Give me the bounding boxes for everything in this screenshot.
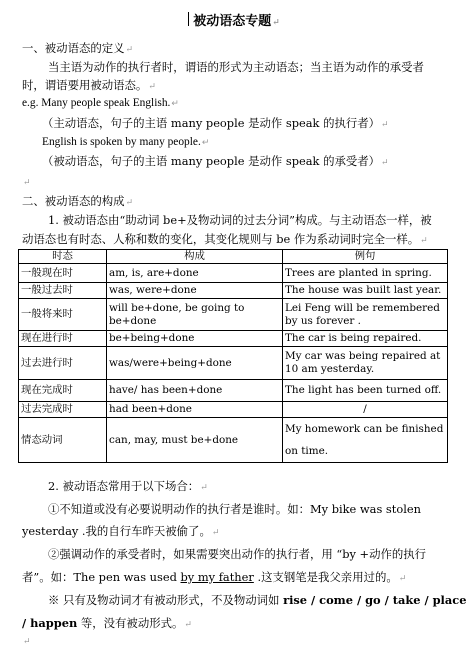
blank-line: ↵ bbox=[23, 178, 31, 188]
table-row bbox=[19, 402, 448, 418]
definition-line-2: 时，谓语要用被动语态。↵ bbox=[22, 78, 156, 92]
tense-table bbox=[18, 249, 448, 463]
header-example: 例句 bbox=[283, 250, 448, 264]
note-active: （主动语态，句子的主语 many people 是动作 speak 的执行者）↵ bbox=[42, 116, 389, 130]
tense-cell: 一般现在时 bbox=[19, 264, 107, 283]
form-cell: was, were+done bbox=[107, 283, 283, 299]
example-cell: My homework can be finished on time. bbox=[283, 418, 448, 463]
table-header-row bbox=[19, 250, 448, 264]
tense-cell: 一般将来时 bbox=[19, 299, 107, 331]
table-row bbox=[19, 418, 448, 463]
tense-cell: 情态动词 bbox=[19, 418, 107, 463]
trailing-blank-line: ↵ bbox=[23, 637, 31, 647]
example-cell: My car was being repaired at 10 am yesterday. bbox=[283, 347, 448, 380]
composition-line-1: 1. 被动语态由“助动词 be+及物动词的过去分词”构成。与主动语态一样，被 bbox=[48, 213, 432, 227]
table-row bbox=[19, 264, 448, 283]
tense-cell: 现在进行时 bbox=[19, 331, 107, 347]
example-cell: / bbox=[283, 402, 448, 418]
tense-cell: 一般过去时 bbox=[19, 283, 107, 299]
intransitive-verbs: rise / come / go / take / place bbox=[283, 593, 467, 607]
section1-heading: 一、被动语态的定义↵ bbox=[22, 41, 134, 55]
form-cell: had been+done bbox=[107, 402, 283, 418]
table-row bbox=[19, 283, 448, 299]
table-row bbox=[19, 331, 448, 347]
table-row bbox=[19, 380, 448, 402]
table-row bbox=[19, 299, 448, 331]
section2-heading: 二、被动语态的构成↵ bbox=[22, 194, 134, 208]
form-cell: have/ has been+done bbox=[107, 380, 283, 402]
form-cell: am, is, are+done bbox=[107, 264, 283, 283]
form-cell: can, may, must be+done bbox=[107, 418, 283, 463]
example-passive: English is spoken by many people.↵ bbox=[42, 136, 210, 148]
form-cell: will be+done, be going to be+done bbox=[107, 299, 283, 331]
header-form: 构成 bbox=[107, 250, 283, 264]
note-line-1: ※ 只有及物动词才有被动形式，不及物动词如 rise / come / go / take / place bbox=[48, 593, 467, 607]
intransitive-verb-happen: / happen bbox=[22, 616, 78, 630]
note-passive: （被动语态，句子的主语 many people 是动作 speak 的承受者）↵ bbox=[42, 154, 389, 168]
header-tense: 时态 bbox=[19, 250, 107, 264]
composition-line-2: 动语态也有时态、人称和数的变化，其变化规则与 be 作为系动词时完全一样。↵ bbox=[22, 232, 428, 246]
tense-cell: 过去进行时 bbox=[19, 347, 107, 380]
note-line-2: / happen 等，没有被动形式。↵ bbox=[22, 616, 192, 630]
example-cell: Trees are planted in spring. bbox=[283, 264, 448, 283]
table-row bbox=[19, 347, 448, 380]
usage-point-1-line-1: ①不知道或没有必要说明动作的执行者是谁时。如：My bike was stolen bbox=[48, 502, 421, 516]
form-cell: be+being+done bbox=[107, 331, 283, 347]
tense-cell: 现在完成时 bbox=[19, 380, 107, 402]
usage-point-1-line-2: yesterday .我的自行车昨天被偷了。↵ bbox=[22, 524, 220, 538]
usage-point-2-line-2: 者”。如：The pen was used by my father .这支钢笔是我父亲用过的。↵ bbox=[22, 570, 407, 584]
page-title: 被动语态专题↵ bbox=[193, 14, 280, 29]
usage-intro: 2. 被动语态常用于以下场合：↵ bbox=[48, 479, 208, 493]
definition-line-1: 当主语为动作的执行者时，谓语的形式为主动语态；当主语为动作的承受者 bbox=[48, 60, 424, 74]
example-cell: The light has been turned off. bbox=[283, 380, 448, 402]
underlined-agent: by my father bbox=[180, 570, 254, 584]
usage-point-2-line-1: ②强调动作的承受者时，如果需要突出动作的执行者，用 “by +动作的执行 bbox=[48, 547, 427, 561]
example-cell: The car is being repaired. bbox=[283, 331, 448, 347]
example-cell: The house was built last year. bbox=[283, 283, 448, 299]
example-active: e.g. Many people speak English.↵ bbox=[22, 97, 179, 109]
tense-cell: 过去完成时 bbox=[19, 402, 107, 418]
form-cell: was/were+being+done bbox=[107, 347, 283, 380]
example-cell: Lei Feng will be remembered by us forever . bbox=[283, 299, 448, 331]
